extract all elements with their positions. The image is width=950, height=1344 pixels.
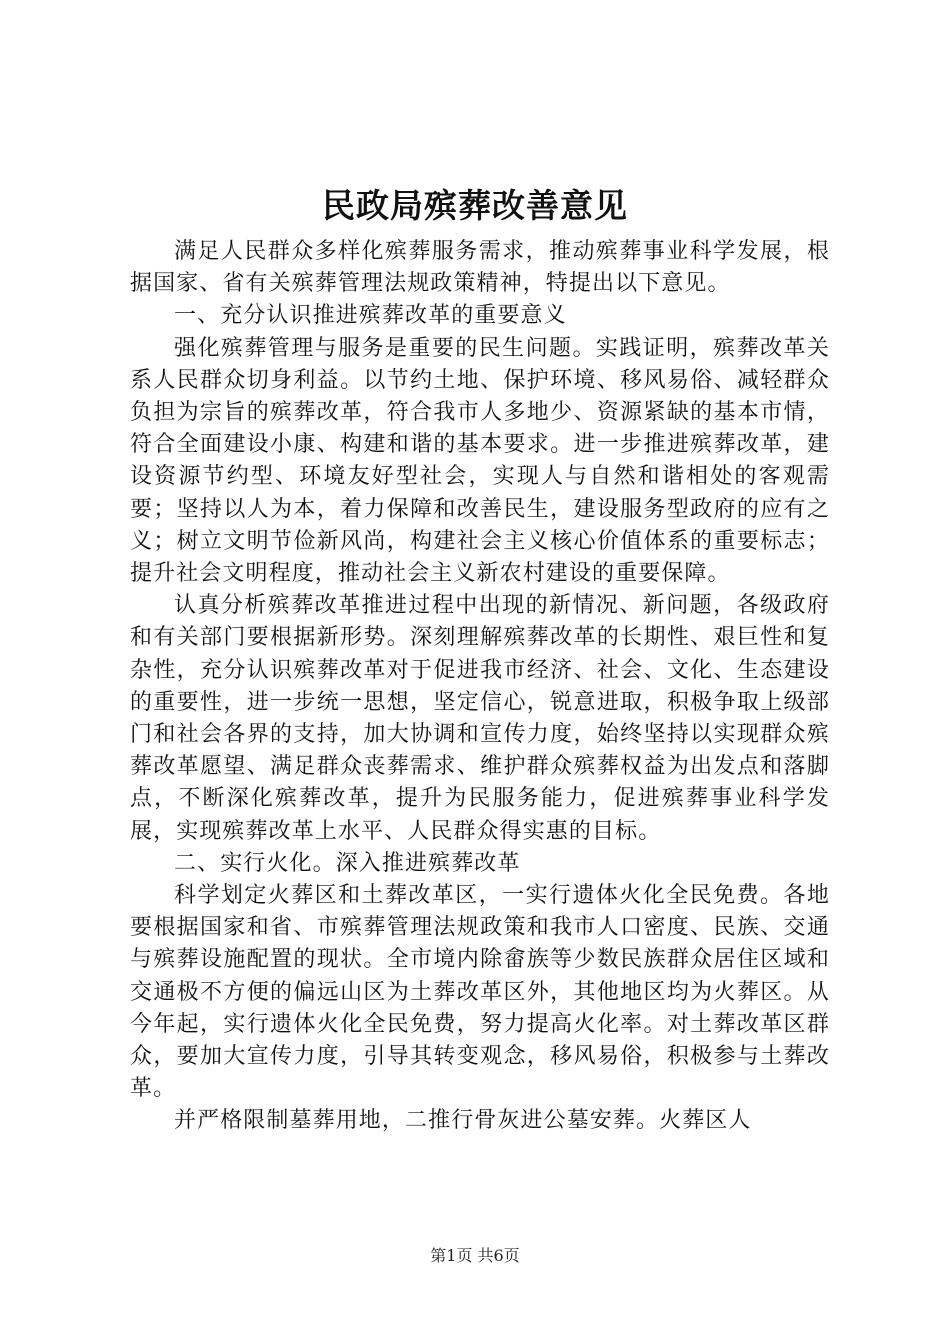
page-footer: 第1页 共6页 bbox=[430, 1246, 520, 1265]
intro-paragraph: 满足人民群众多样化殡葬服务需求，推动殡葬事业科学发展，根据国家、省有关殡葬管理法规政策精神，特提出以下意见。 bbox=[130, 239, 830, 297]
body-paragraph: 科学划定火葬区和土葬改革区，一实行遗体火化全民免费。各地要根据国家和省、市殡葬管理法规政策和我市人口密度、民族、交通与殡葬设施配置的现状。全市境内除畲族等少数民族群众居住区域和交通极不方便的偏远山区为土葬改革区外，其他地区均为火葬区。从今年起，实行遗体火化全民免费，努力提高火化率。对土葬改革区群众，要加大宣传力度，引导其转变观念，移风易俗，积极参与土葬改革。 bbox=[130, 883, 830, 1102]
body-paragraph: 并严格限制墓葬用地，二推行骨灰进公墓安葬。火葬区人 bbox=[174, 1108, 752, 1134]
document-body bbox=[130, 236, 830, 1138]
section-heading-2: 二、实行火化。深入推进殡葬改革 bbox=[174, 850, 521, 876]
section-heading-1: 一、充分认识推进殡葬改革的重要意义 bbox=[174, 303, 567, 329]
document-title: 民政局殡葬改善意见 bbox=[322, 186, 628, 225]
body-paragraph: 认真分析殡葬改革推进过程中出现的新情况、新问题，各级政府和有关部门要根据新形势。深刻理解殡葬改革的长期性、艰巨性和复杂性，充分认识殡葬改革对于促进我市经济、社会、文化、生态建设的重要性，进一步统一思想，坚定信心，锐意进取，积极争取上级部门和社会各界的支持，加大协调和宣传力度，始终坚持以实现群众殡葬改革愿望、满足群众丧葬需求、维护群众殡葬权益为出发点和落脚点，不断深化殡葬改革，提升为民服务能力，促进殡葬事业科学发展，实现殡葬改革上水平、人民群众得实惠的目标。 bbox=[130, 593, 830, 844]
body-paragraph: 强化殡葬管理与服务是重要的民生问题。实践证明，殡葬改革关系人民群众切身利益。以节约土地、保护环境、移风易俗、减轻群众负担为宗旨的殡葬改革，符合我市人多地少、资源紧缺的基本市情，符合全面建设小康、构建和谐的基本要求。进一步推进殡葬改革，建设资源节约型、环境友好型社会，实现人与自然和谐相处的客观需要；坚持以人为本，着力保障和改善民生，建设服务型政府的应有之义；树立文明节俭新风尚，构建社会主义核心价值体系的重要标志；提升社会文明程度，推动社会主义新农村建设的重要保障。 bbox=[130, 335, 830, 587]
